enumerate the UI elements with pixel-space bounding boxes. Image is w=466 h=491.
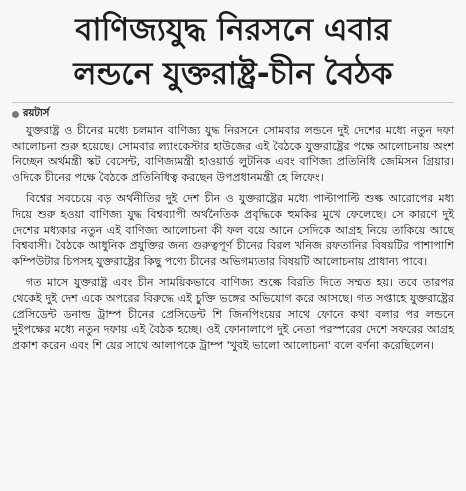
headline-line-1: বাণিজ্যযুদ্ধ নিরসনে এবার <box>75 12 391 48</box>
article-body <box>12 123 454 353</box>
source-label: রয়টার্স <box>23 107 50 119</box>
headline <box>12 8 454 96</box>
source-line <box>12 107 454 121</box>
headline-line-2: লন্ডনে যুক্তরাষ্ট্র-চীন বৈঠক <box>73 56 393 92</box>
divider <box>12 102 454 103</box>
paragraph-2: বিশ্বের সবচেয়ে বড় অর্থনীতির দুই দেশ চীন ও যুক্তরাষ্ট্রের মধ্যে পাল্টাপাল্টি শুল্ক আরোপের মধ্য দিয়ে শুরু হওয়া বাণিজ্য যুদ্ধ বিশ্বব্যাপী অর্থনৈতিক প্রবৃদ্ধিকে হুমকির মুখে ফেলেছে। সে কারণে দুই দেশের মধ্যকার নতুন এই বাণিজ্য আলোচনা কী ফল বয়ে আনে সেদিকে আগ্রহ নিয়ে তাকিয়ে আছে বিশ্ববাসী। বৈঠকে আধুনিক প্রযুক্তির জন্য গুরুত্বপূর্ণ চীনের বিরল খনিজ রফতানির বিষয়টির পাশাপাশি কম্পিউটার চিপসহ যুক্তরাষ্ট্রের কিছু পণ্যে চীনের অভিগম্যতার বিষয়টি আলোচনায় প্রাধান্য পাবে। <box>12 192 454 268</box>
paragraph-3: গত মাসে যুক্তরাষ্ট্র এবং চীন সাময়িকভাবে বাণিজ্য শুল্কে বিরতি দিতে সম্মত হয়। তবে তারপর থেকেই দুই দেশ একে অপরের বিরুদ্ধে এই চুক্তি ভঙ্গের অভিযোগ করে আসছে। গত সপ্তাহে যুক্তরাষ্ট্রের প্রেসিডেন্ট ডনাল্ড ট্রাম্প চীনের প্রেসিডেন্ট শি জিনপিংয়ের সাথে ফোনে কথা বলার পর লন্ডনে দুইপক্ষের মধ্যে নতুন দফায় এই বৈঠক হচ্ছে। ওই ফোনালাপে দুই নেতা পরস্পরের দেশে সফরের আগ্রহ প্রকাশ করেন এবং শি য়ের সাথে আলাপকে ট্রাম্প 'খুবই ভালো আলোচনা' বলে বর্ণনা করেছিলেন। <box>12 276 454 352</box>
paragraph-1: যুক্তরাষ্ট্র ও চীনের মধ্যে চলমান বাণিজ্য যুদ্ধ নিরসনে সোমবার লন্ডনে দুই দেশের মধ্যে নতুন দফা আলোচনা শুরু হয়েছে। সোমবার ল্যাংকেস্টার হাউজের এই বৈঠকে যুক্তরাষ্ট্রের পক্ষে আলোচনায় অংশ নিচ্ছেন অর্থমন্ত্রী স্কট বেসেন্ট, বাণিজ্যমন্ত্রী হাওয়ার্ড লুটনিক এবং বাণিজ্য প্রতিনিধি জেমিসন গ্রিয়ার। ওদিকে চীনের পক্ষে বৈঠকে প্রতিনিধিত্ব করছেন উপপ্রধানমন্ত্রী হে লিফেং। <box>12 124 454 184</box>
bullet-icon <box>12 111 19 118</box>
